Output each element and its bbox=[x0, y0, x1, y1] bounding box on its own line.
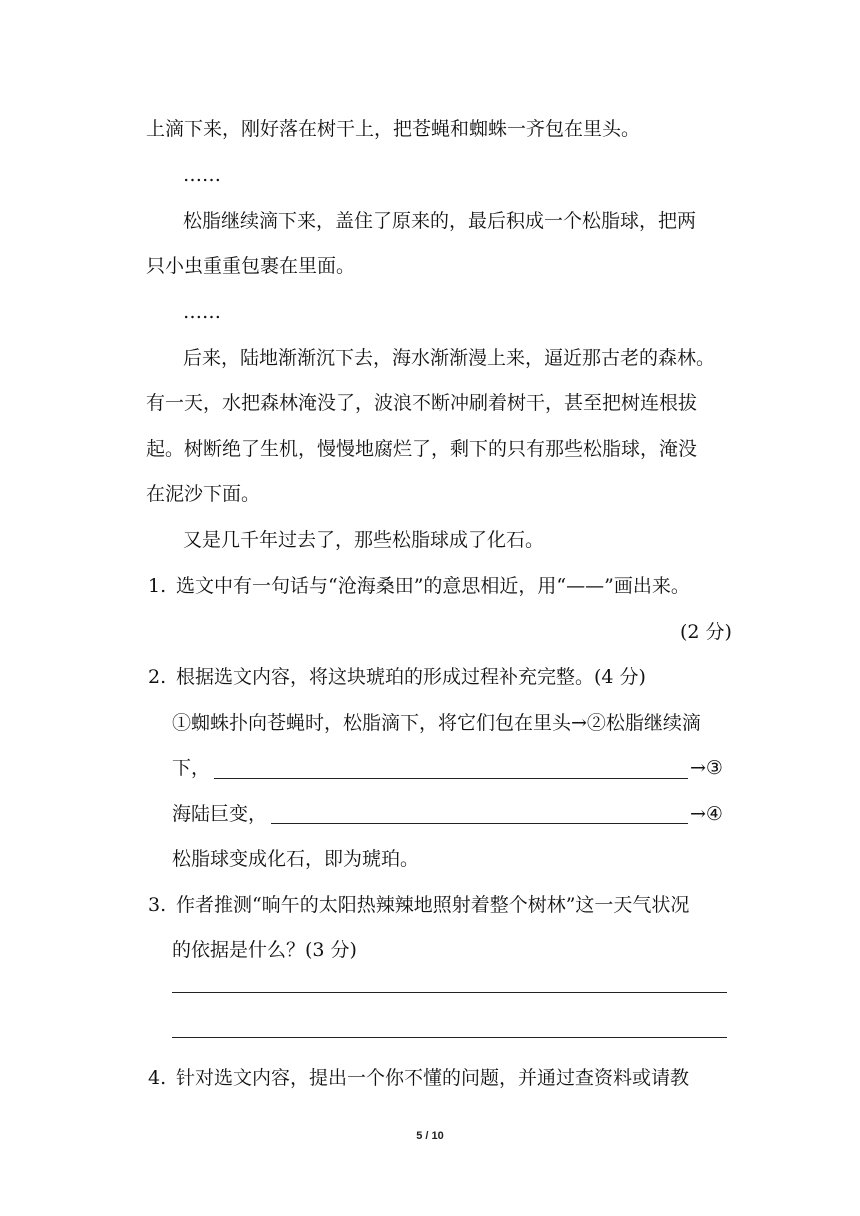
question-line: →④ bbox=[690, 803, 723, 825]
answer-blank[interactable] bbox=[214, 778, 688, 779]
question-text: 作者推测“晌午的太阳热辣辣地照射着整个树林”这一天气状况 bbox=[176, 894, 690, 916]
question-text: 根据选文内容，将这块琥珀的形成过程补充完整。(4 分) bbox=[176, 666, 646, 688]
passage-line: 在泥沙下面。 bbox=[146, 483, 261, 505]
passage-line: 后来，陆地渐渐沉下去，海水渐渐漫上来，逼近那古老的森林。 bbox=[183, 347, 716, 369]
passage-line: 只小虫重重包裹在里面。 bbox=[146, 255, 356, 277]
ellipsis: …… bbox=[183, 164, 221, 186]
question-number: 2. bbox=[148, 666, 167, 688]
question-number: 3. bbox=[148, 894, 167, 916]
question-line: →③ bbox=[690, 757, 723, 779]
question-line: ①蜘蛛扑向苍蝇时，松脂滴下，将它们包在里头→②松脂继续滴 bbox=[172, 712, 701, 734]
passage-line: 上滴下来，刚好落在树干上，把苍蝇和蜘蛛一齐包在里头。 bbox=[146, 118, 641, 140]
question-line: 下， bbox=[172, 757, 211, 779]
question-score: (2 分) bbox=[680, 621, 732, 643]
passage-line: 松脂继续滴下来，盖住了原来的，最后积成一个松脂球，把两 bbox=[183, 210, 697, 232]
answer-line[interactable] bbox=[172, 1037, 727, 1038]
question-line: 海陆巨变， bbox=[172, 803, 268, 825]
page-number: 5 / 10 bbox=[416, 1130, 444, 1142]
question-line: 松脂球变成化石，即为琥珀。 bbox=[172, 848, 420, 870]
question-number: 4. bbox=[148, 1067, 167, 1089]
question-text: 的依据是什么？(3 分) bbox=[172, 939, 357, 961]
question-text: 选文中有一句话与“沧海桑田”的意思相近，用“——”画出来。 bbox=[176, 575, 690, 597]
question-text: 针对选文内容，提出一个你不懂的问题，并通过查资料或请教 bbox=[176, 1067, 690, 1089]
answer-blank[interactable] bbox=[271, 823, 688, 824]
answer-line[interactable] bbox=[172, 992, 727, 993]
ellipsis: …… bbox=[183, 301, 221, 323]
passage-line: 有一天，水把森林淹没了，波浪不断冲刷着树干，甚至把树连根拔 bbox=[146, 392, 698, 414]
passage-line: 又是几千年过去了，那些松脂球成了化石。 bbox=[183, 529, 545, 551]
question-number: 1. bbox=[148, 575, 167, 597]
passage-line: 起。树断绝了生机，慢慢地腐烂了，剩下的只有那些松脂球，淹没 bbox=[146, 438, 698, 460]
